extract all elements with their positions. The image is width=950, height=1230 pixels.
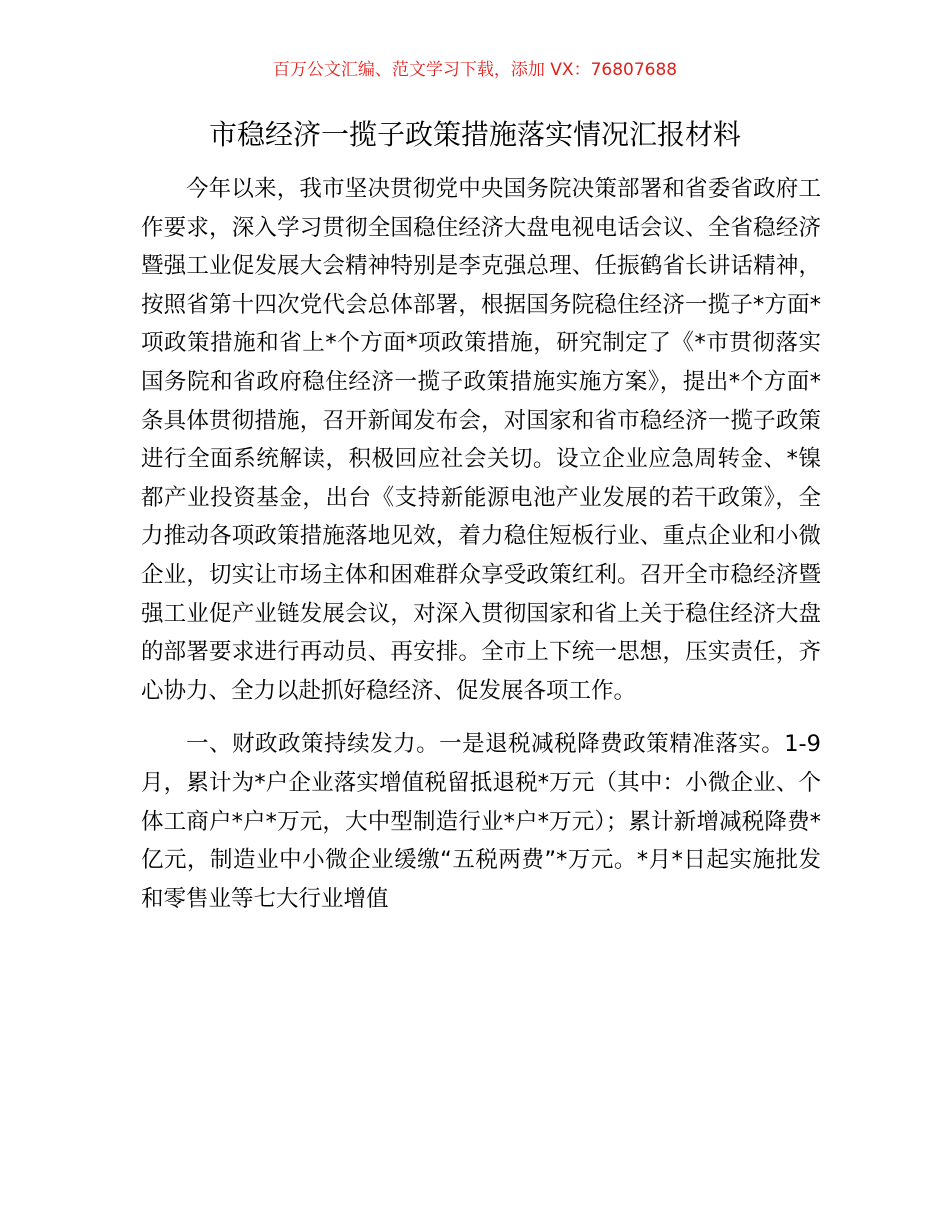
body-paragraph: 一、财政政策持续发力。一是退税减税降费政策精准落实。1-9 月，累计为*户企业落实增值税留抵退税*万元（其中：小微企业、个体工商户*户*万元，大中型制造行业*户*万元）；累计新增减税降费*亿元，制造业中小微企业缓缴“五税两费”*万元。*月*日起实施批发和零售业等七大行业增值 — [141, 731, 821, 912]
body-paragraph: 今年以来，我市坚决贯彻党中央国务院决策部署和省委省政府工作要求，深入学习贯彻全国稳住经济大盘电视电话会议、全省稳经济暨强工业促发展大会精神特别是李克强总理、任振鹤省长讲话精神，按照省第十四次党代会总体部署，根据国务院稳住经济一揽子*方面*项政策措施和省上*个方面*项政策措施，研究制定了《*市贯彻落实国务院和省政府稳住经济一揽子政策措施实施方案》，提出*个方面*条具体贯彻措施，召开新闻发布会，对国家和省市稳经济一揽子政策进行全面系统解读，积极回应社会关切。设立企业应急周转金、*镍都产业投资基金，出台《支持新能源电池产业发展的若干政策》，全力推动各项政策措施落地见效，着力稳住短板行业、重点企业和小微企业，切实让市场主体和困难群众享受政策红利。召开全市稳经济暨强工业促产业链发展会议，对深入贯彻国家和省上关于稳住经济大盘的部署要求进行再动员、再安排。全市上下统一思想，压实责任，齐心协力、全力以赴抓好稳经济、促发展各项工作。 — [141, 176, 821, 704]
watermark-banner: 百万公文汇编、范文学习下载，添加 VX：76807688 — [272, 60, 678, 80]
document-body — [141, 170, 821, 918]
document-title: 市稳经济一揽子政策措施落实情况汇报材料 — [208, 118, 741, 151]
